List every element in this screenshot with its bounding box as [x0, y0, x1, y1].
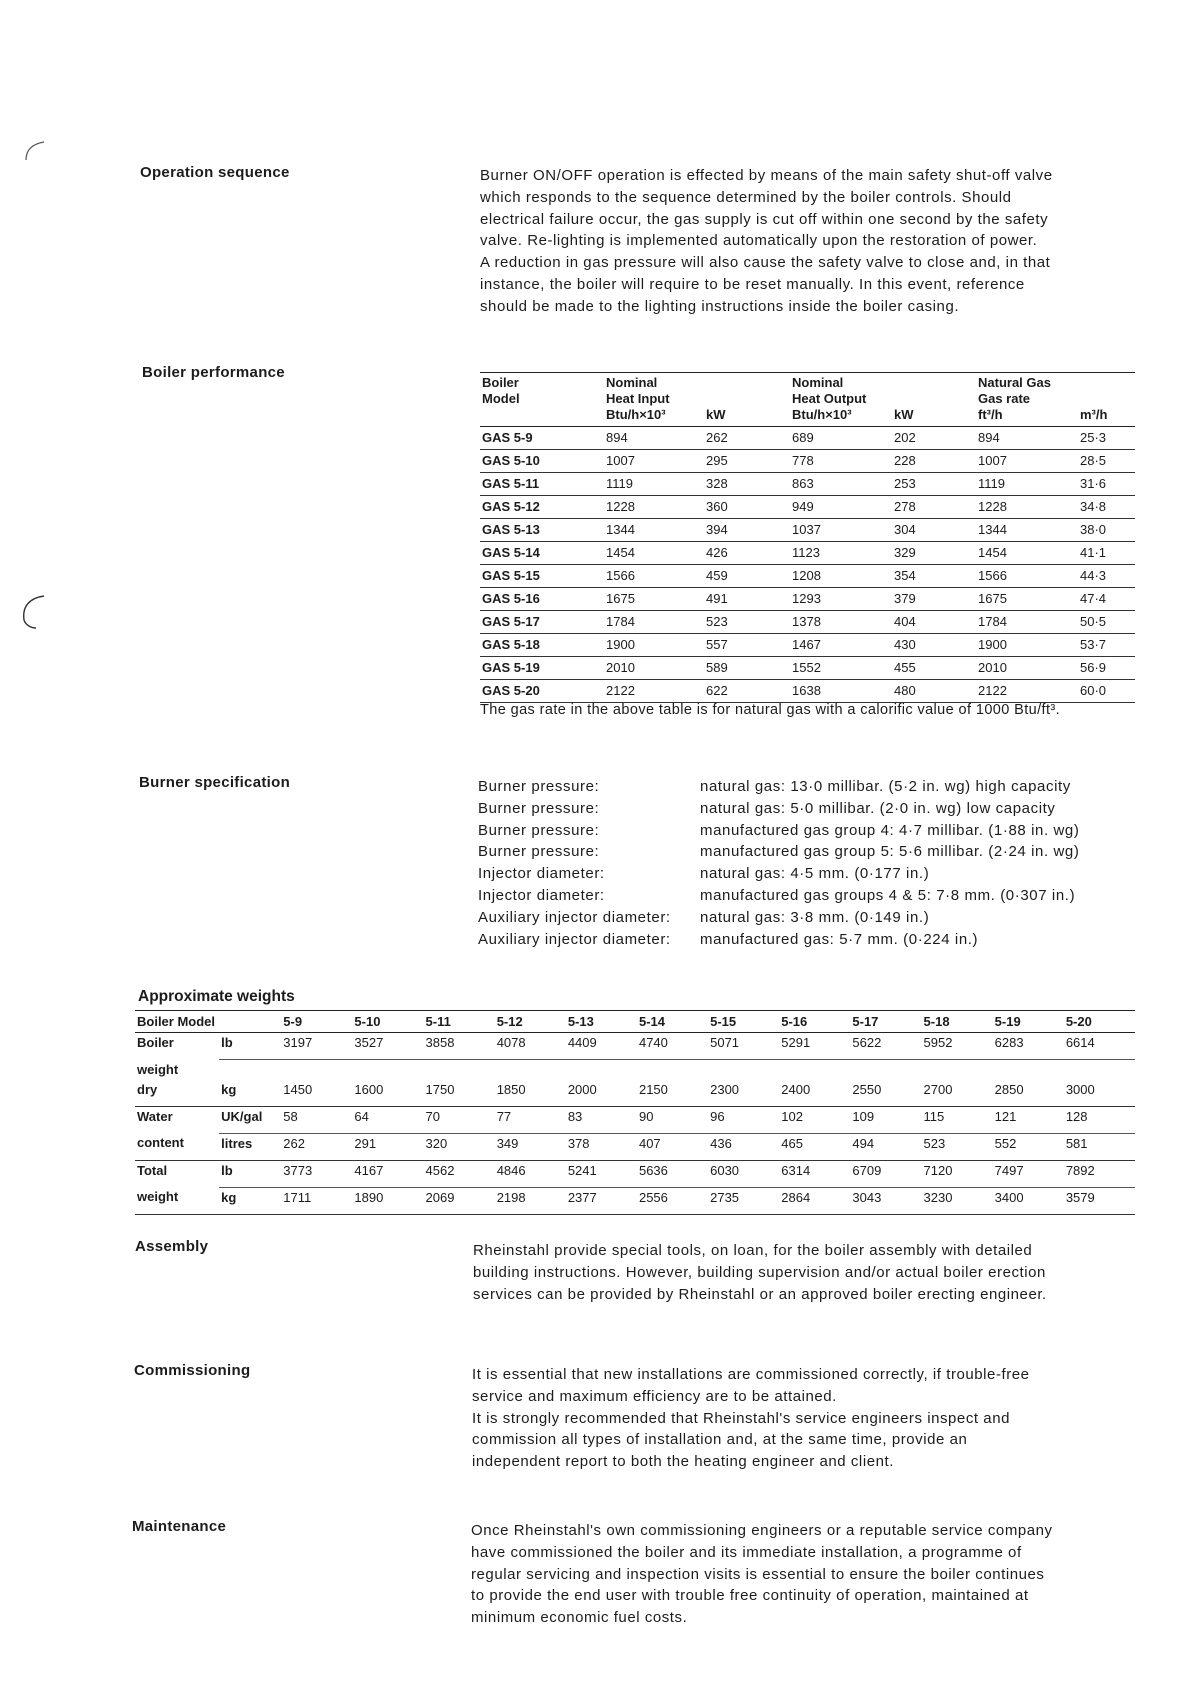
weights-value-cell: 3579 — [1064, 1187, 1135, 1214]
value-cell: 1037 — [790, 519, 892, 542]
weights-unit: lb — [219, 1033, 281, 1060]
weights-model-header: 5-14 — [637, 1011, 708, 1033]
paragraph-line: Rheinstahl provide special tools, on loan, for the boiler assembly with detailed — [473, 1242, 1033, 1259]
value-cell: 295 — [704, 450, 790, 473]
weights-value-cell: 70 — [424, 1106, 495, 1133]
spec-row — [478, 929, 1079, 951]
weights-value-cell: 5952 — [922, 1033, 993, 1060]
paragraph-line: regular servicing and inspection visits is essential to ensure the boiler continues — [471, 1565, 1045, 1583]
weights-value-cell: 4846 — [495, 1160, 566, 1187]
weights-group-label: weight — [135, 1187, 219, 1214]
performance-row — [480, 450, 1135, 473]
weights-model-header: 5-19 — [993, 1011, 1064, 1033]
value-cell: 1344 — [976, 519, 1078, 542]
paragraph-line: should be made to the lighting instructions inside the boiler casing. — [480, 297, 960, 315]
value-cell: 2122 — [604, 680, 704, 703]
value-cell: 394 — [704, 519, 790, 542]
weights-table-body — [135, 1033, 1135, 1215]
paragraph-line: have commissioned the boiler and its immediate installation, a programme of — [471, 1543, 1022, 1561]
model-cell: GAS 5-18 — [480, 634, 604, 657]
weights-value-cell: 349 — [495, 1133, 566, 1160]
weights-row — [135, 1160, 1135, 1187]
spec-parameter: Burner pressure: — [478, 843, 600, 861]
weights-value-cell: 7892 — [1064, 1160, 1135, 1187]
weights-unit: UK/gal — [219, 1106, 281, 1133]
model-cell: GAS 5-11 — [480, 473, 604, 496]
value-cell: 1675 — [976, 588, 1078, 611]
value-cell: 949 — [790, 496, 892, 519]
weights-value-cell: 5636 — [637, 1160, 708, 1187]
weights-value-cell: 2864 — [779, 1187, 850, 1214]
header-spacer — [482, 407, 604, 423]
weights-value-cell: 465 — [779, 1133, 850, 1160]
paragraph-line: Burner ON/OFF operation is effected by means of the main safety shut-off valve — [480, 167, 1053, 184]
weights-title: Approximate weights — [138, 988, 295, 1005]
weights-model-header: 5-15 — [708, 1011, 779, 1033]
weights-value-cell: 5071 — [708, 1033, 779, 1060]
value-cell: 1007 — [976, 450, 1078, 473]
header-text: Heat Input — [606, 391, 670, 406]
weights-group-label: content — [135, 1133, 219, 1160]
value-cell: 47·4 — [1078, 588, 1135, 611]
section-label-assembly: Assembly — [135, 1238, 209, 1255]
spec-value: manufactured gas group 4: 4·7 millibar. (1·88 in. wg) — [700, 821, 1080, 839]
weights-value-cell: 3043 — [850, 1187, 921, 1214]
spec-value: manufactured gas groups 4 & 5: 7·8 mm. (0·307 in.) — [700, 886, 1076, 904]
spec-parameter: Burner pressure: — [478, 799, 600, 817]
weights-value-cell: 83 — [566, 1106, 637, 1133]
weights-value-cell: 2069 — [424, 1187, 495, 1214]
performance-row — [480, 519, 1135, 542]
value-cell: 778 — [790, 450, 892, 473]
performance-row — [480, 657, 1135, 680]
weights-model-header: 5-16 — [779, 1011, 850, 1033]
weights-unit: litres — [219, 1133, 281, 1160]
value-cell: 863 — [790, 473, 892, 496]
performance-row — [480, 680, 1135, 703]
weights-model-header: 5-13 — [566, 1011, 637, 1033]
weights-value-cell: 4078 — [495, 1033, 566, 1060]
header-heat-input-kw: kW — [704, 373, 790, 427]
value-cell: 689 — [790, 427, 892, 450]
header-text: Heat Output — [792, 391, 867, 406]
weights-value-cell: 128 — [1064, 1106, 1135, 1133]
value-cell: 34·8 — [1078, 496, 1135, 519]
value-cell: 1228 — [604, 496, 704, 519]
value-cell: 2122 — [976, 680, 1078, 703]
header-text: Natural Gas — [978, 375, 1051, 390]
assembly-paragraph — [473, 1240, 1133, 1305]
weights-table — [135, 1010, 1135, 1215]
weights-value-cell: 291 — [352, 1133, 423, 1160]
spec-row — [478, 776, 1079, 798]
header-text: Btu/h×10³ — [792, 407, 852, 422]
weights-group-label: weight — [137, 1061, 179, 1077]
weights-value-cell — [495, 1060, 566, 1080]
weights-value-cell: 3773 — [281, 1160, 352, 1187]
weights-row — [135, 1106, 1135, 1133]
weights-group-label: Total — [137, 1162, 168, 1178]
weights-value-cell: 121 — [993, 1106, 1064, 1133]
header-text: ft³/h — [978, 407, 1003, 422]
header-text: Boiler — [482, 375, 519, 390]
header-text: Nominal — [606, 375, 658, 390]
weights-value-cell: 320 — [424, 1133, 495, 1160]
value-cell: 1638 — [790, 680, 892, 703]
weights-value-cell: 3230 — [922, 1187, 993, 1214]
paragraph-line: to provide the end user with trouble free continuity of operation, maintained at — [471, 1587, 1029, 1605]
weights-value-cell: 2400 — [779, 1080, 850, 1107]
performance-row — [480, 427, 1135, 450]
paragraph-line: valve. Re-lighting is implemented automatically upon the restoration of power. — [480, 232, 1038, 250]
performance-row — [480, 496, 1135, 519]
weights-value-cell: 494 — [850, 1133, 921, 1160]
value-cell: 25·3 — [1078, 427, 1135, 450]
weights-group-label: Water — [137, 1108, 173, 1124]
weights-value-cell: 262 — [281, 1133, 352, 1160]
performance-row — [480, 634, 1135, 657]
scan-mark — [14, 590, 54, 634]
weights-value-cell — [424, 1060, 495, 1080]
performance-table-body — [480, 427, 1135, 703]
value-cell: 1344 — [604, 519, 704, 542]
weights-value-cell: 4740 — [637, 1033, 708, 1060]
header-text: Nominal — [792, 375, 844, 390]
weights-value-cell: 2300 — [708, 1080, 779, 1107]
model-cell: GAS 5-12 — [480, 496, 604, 519]
value-cell: 1900 — [976, 634, 1078, 657]
value-cell: 1566 — [976, 565, 1078, 588]
weights-model-header: 5-11 — [424, 1011, 495, 1033]
weights-value-cell: 1711 — [281, 1187, 352, 1214]
value-cell: 459 — [704, 565, 790, 588]
value-cell: 1208 — [790, 565, 892, 588]
weights-value-cell: 2735 — [708, 1187, 779, 1214]
paragraph-line: It is strongly recommended that Rheinstahl's service engineers inspect and — [472, 1409, 1010, 1427]
spec-parameter: Burner pressure: — [478, 778, 600, 795]
value-cell: 455 — [892, 657, 976, 680]
paragraph-line: which responds to the sequence determined by the boiler controls. Should — [480, 188, 1012, 206]
weights-value-cell — [352, 1060, 423, 1080]
spec-value: manufactured gas group 5: 5·6 millibar. (2·24 in. wg) — [700, 843, 1080, 861]
paragraph-line: services can be provided by Rheinstahl or an approved boiler erecting engineer. — [473, 1285, 1047, 1303]
value-cell: 38·0 — [1078, 519, 1135, 542]
weights-value-cell: 2000 — [566, 1080, 637, 1107]
weights-model-header: 5-12 — [495, 1011, 566, 1033]
value-cell: 28·5 — [1078, 450, 1135, 473]
paragraph-line: minimum economic fuel costs. — [471, 1609, 688, 1627]
weights-header-row — [135, 1011, 1135, 1033]
weights-value-cell: 2556 — [637, 1187, 708, 1214]
header-gas-rate-m: m³/h — [1078, 373, 1135, 427]
value-cell: 1293 — [790, 588, 892, 611]
weights-row — [135, 1187, 1135, 1214]
weights-value-cell: 3400 — [993, 1187, 1064, 1214]
weights-value-cell: 58 — [281, 1106, 352, 1133]
paragraph-line: It is essential that new installations are commissioned correctly, if trouble-free — [472, 1366, 1030, 1383]
weights-header-label: Boiler Model — [135, 1011, 281, 1033]
value-cell: 1784 — [976, 611, 1078, 634]
weights-value-cell: 5241 — [566, 1160, 637, 1187]
weights-row — [135, 1060, 1135, 1080]
value-cell: 894 — [976, 427, 1078, 450]
value-cell: 430 — [892, 634, 976, 657]
value-cell: 1378 — [790, 611, 892, 634]
value-cell: 1119 — [976, 473, 1078, 496]
section-label-burner: Burner specification — [139, 774, 291, 791]
spec-row — [478, 798, 1079, 820]
weights-value-cell — [566, 1060, 637, 1080]
spec-value: natural gas: 4·5 mm. (0·177 in.) — [700, 865, 930, 883]
weights-value-cell: 3000 — [1064, 1080, 1135, 1107]
weights-value-cell: 552 — [993, 1133, 1064, 1160]
value-cell: 304 — [892, 519, 976, 542]
value-cell: 262 — [704, 427, 790, 450]
value-cell: 622 — [704, 680, 790, 703]
value-cell: 1123 — [790, 542, 892, 565]
value-cell: 1007 — [604, 450, 704, 473]
value-cell: 1119 — [604, 473, 704, 496]
value-cell: 379 — [892, 588, 976, 611]
weights-value-cell: 1890 — [352, 1187, 423, 1214]
value-cell: 1228 — [976, 496, 1078, 519]
value-cell: 56·9 — [1078, 657, 1135, 680]
paragraph-line: A reduction in gas pressure will also cause the safety valve to close and, in that — [480, 254, 1051, 272]
weights-value-cell — [1064, 1060, 1135, 1080]
weights-value-cell: 581 — [1064, 1133, 1135, 1160]
value-cell: 278 — [892, 496, 976, 519]
spec-row — [478, 863, 1079, 885]
value-cell: 589 — [704, 657, 790, 680]
weights-value-cell: 436 — [708, 1133, 779, 1160]
weights-unit: kg — [219, 1080, 281, 1107]
weights-unit — [219, 1060, 281, 1080]
value-cell: 1566 — [604, 565, 704, 588]
header-text: Model — [482, 391, 520, 406]
value-cell: 404 — [892, 611, 976, 634]
performance-row — [480, 588, 1135, 611]
weights-value-cell: 5622 — [850, 1033, 921, 1060]
weights-value-cell: 1600 — [352, 1080, 423, 1107]
weights-value-cell: 102 — [779, 1106, 850, 1133]
weights-model-header: 5-17 — [850, 1011, 921, 1033]
weights-group-label: Boiler — [137, 1035, 174, 1050]
weights-value-cell: 96 — [708, 1106, 779, 1133]
section-label-maintenance: Maintenance — [132, 1518, 227, 1535]
weights-value-cell: 77 — [495, 1106, 566, 1133]
paragraph-line: electrical failure occur, the gas supply is cut off within one second by the safety — [480, 210, 1049, 228]
weights-value-cell: 4409 — [566, 1033, 637, 1060]
spec-parameter: Auxiliary injector diameter: — [478, 908, 671, 926]
model-cell: GAS 5-9 — [480, 427, 604, 450]
spec-row — [478, 885, 1079, 907]
section-label-commissioning: Commissioning — [134, 1362, 251, 1379]
weights-value-cell: 6314 — [779, 1160, 850, 1187]
weights-value-cell: 2377 — [566, 1187, 637, 1214]
value-cell: 41·1 — [1078, 542, 1135, 565]
weights-model-header: 5-10 — [352, 1011, 423, 1033]
header-heat-output-btu — [790, 373, 892, 427]
value-cell: 354 — [892, 565, 976, 588]
header-boiler-model — [480, 373, 604, 427]
value-cell: 1900 — [604, 634, 704, 657]
weights-unit: kg — [219, 1187, 281, 1214]
spec-value: natural gas: 3·8 mm. (0·149 in.) — [700, 908, 930, 926]
header-heat-input-btu — [604, 373, 704, 427]
maintenance-paragraph — [471, 1520, 1131, 1629]
value-cell: 2010 — [604, 657, 704, 680]
weights-value-cell: 90 — [637, 1106, 708, 1133]
performance-row — [480, 542, 1135, 565]
model-cell: GAS 5-13 — [480, 519, 604, 542]
weights-value-cell: 1450 — [281, 1080, 352, 1107]
value-cell: 1552 — [790, 657, 892, 680]
weights-value-cell: 1750 — [424, 1080, 495, 1107]
value-cell: 53·7 — [1078, 634, 1135, 657]
spec-parameter: Injector diameter: — [478, 865, 605, 883]
weights-value-cell: 1850 — [495, 1080, 566, 1107]
weights-model-header: 5-18 — [922, 1011, 993, 1033]
model-cell: GAS 5-20 — [480, 680, 604, 703]
weights-value-cell: 64 — [352, 1106, 423, 1133]
performance-row — [480, 473, 1135, 496]
performance-table — [480, 372, 1135, 703]
weights-value-cell: 3858 — [424, 1033, 495, 1060]
value-cell: 1467 — [790, 634, 892, 657]
value-cell: 328 — [704, 473, 790, 496]
paragraph-line: building instructions. However, building supervision and/or actual boiler erection — [473, 1263, 1046, 1281]
spec-row — [478, 820, 1079, 842]
value-cell: 480 — [892, 680, 976, 703]
value-cell: 60·0 — [1078, 680, 1135, 703]
value-cell: 491 — [704, 588, 790, 611]
value-cell: 360 — [704, 496, 790, 519]
weights-value-cell — [850, 1060, 921, 1080]
header-heat-output-kw: kW — [892, 373, 976, 427]
weights-row — [135, 1033, 1135, 1060]
spec-value: natural gas: 13·0 millibar. (5·2 in. wg) high capacity — [700, 778, 1071, 795]
paragraph-line: Once Rheinstahl's own commissioning engineers or a reputable service company — [471, 1522, 1053, 1539]
weights-value-cell: 3527 — [352, 1033, 423, 1060]
weights-value-cell — [281, 1060, 352, 1080]
model-cell: GAS 5-19 — [480, 657, 604, 680]
value-cell: 228 — [892, 450, 976, 473]
header-gas-rate-ft — [976, 373, 1078, 427]
commissioning-paragraph — [472, 1364, 1132, 1473]
weights-value-cell: 6614 — [1064, 1033, 1135, 1060]
section-label-performance: Boiler performance — [142, 364, 285, 381]
value-cell: 50·5 — [1078, 611, 1135, 634]
value-cell: 329 — [892, 542, 976, 565]
model-cell: GAS 5-17 — [480, 611, 604, 634]
weights-value-cell: 115 — [922, 1106, 993, 1133]
value-cell: 1675 — [604, 588, 704, 611]
weights-value-cell: 5291 — [779, 1033, 850, 1060]
burner-spec-list — [478, 776, 1079, 950]
model-cell: GAS 5-14 — [480, 542, 604, 565]
weights-value-cell: 4562 — [424, 1160, 495, 1187]
weights-value-cell: 378 — [566, 1133, 637, 1160]
weights-unit: lb — [219, 1160, 281, 1187]
weights-value-cell: 4167 — [352, 1160, 423, 1187]
weights-value-cell: 6030 — [708, 1160, 779, 1187]
performance-row — [480, 611, 1135, 634]
model-cell: GAS 5-16 — [480, 588, 604, 611]
weights-value-cell: 407 — [637, 1133, 708, 1160]
value-cell: 557 — [704, 634, 790, 657]
weights-value-cell: 2550 — [850, 1080, 921, 1107]
value-cell: 44·3 — [1078, 565, 1135, 588]
value-cell: 202 — [892, 427, 976, 450]
weights-model-header: 5-20 — [1064, 1011, 1135, 1033]
header-text: Btu/h×10³ — [606, 407, 666, 422]
spec-parameter: Injector diameter: — [478, 886, 605, 904]
value-cell: 2010 — [976, 657, 1078, 680]
performance-header-row — [480, 373, 1135, 427]
weights-value-cell: 2850 — [993, 1080, 1064, 1107]
weights-value-cell: 109 — [850, 1106, 921, 1133]
weights-value-cell: 2700 — [922, 1080, 993, 1107]
paragraph-line: independent report to both the heating engineer and client. — [472, 1453, 894, 1471]
spec-row — [478, 841, 1079, 863]
value-cell: 253 — [892, 473, 976, 496]
spec-value: manufactured gas: 5·7 mm. (0·224 in.) — [700, 930, 979, 948]
weights-value-cell: 2198 — [495, 1187, 566, 1214]
value-cell: 1454 — [976, 542, 1078, 565]
weights-value-cell — [779, 1060, 850, 1080]
operation-paragraph — [480, 165, 1140, 318]
performance-note: The gas rate in the above table is for natural gas with a calorific value of 1000 Btu/ft³. — [480, 702, 1061, 718]
weights-value-cell — [922, 1060, 993, 1080]
performance-row — [480, 565, 1135, 588]
weights-group-label: dry — [135, 1080, 219, 1107]
value-cell: 1784 — [604, 611, 704, 634]
value-cell: 523 — [704, 611, 790, 634]
spec-parameter: Burner pressure: — [478, 821, 600, 839]
weights-value-cell — [637, 1060, 708, 1080]
scan-mark — [18, 138, 58, 178]
spec-value: natural gas: 5·0 millibar. (2·0 in. wg) low capacity — [700, 799, 1056, 817]
paragraph-line: service and maximum efficiency are to be attained. — [472, 1387, 837, 1405]
value-cell: 31·6 — [1078, 473, 1135, 496]
header-text: Gas rate — [978, 391, 1031, 406]
weights-row — [135, 1080, 1135, 1107]
value-cell: 1454 — [604, 542, 704, 565]
spec-row — [478, 907, 1079, 929]
value-cell: 426 — [704, 542, 790, 565]
weights-value-cell: 6283 — [993, 1033, 1064, 1060]
weights-value-cell: 7497 — [993, 1160, 1064, 1187]
weights-value-cell: 523 — [922, 1133, 993, 1160]
paragraph-line: instance, the boiler will require to be reset manually. In this event, reference — [480, 275, 1025, 293]
weights-value-cell: 7120 — [922, 1160, 993, 1187]
weights-row — [135, 1133, 1135, 1160]
value-cell: 894 — [604, 427, 704, 450]
spec-parameter: Auxiliary injector diameter: — [478, 930, 671, 948]
paragraph-line: commission all types of installation and, at the same time, provide an — [472, 1431, 968, 1449]
weights-model-header: 5-9 — [281, 1011, 352, 1033]
section-label-operation: Operation sequence — [140, 164, 290, 181]
weights-value-cell: 2150 — [637, 1080, 708, 1107]
model-cell: GAS 5-15 — [480, 565, 604, 588]
weights-value-cell: 6709 — [850, 1160, 921, 1187]
weights-value-cell — [708, 1060, 779, 1080]
weights-value-cell: 3197 — [281, 1033, 352, 1060]
model-cell: GAS 5-10 — [480, 450, 604, 473]
weights-value-cell — [993, 1060, 1064, 1080]
